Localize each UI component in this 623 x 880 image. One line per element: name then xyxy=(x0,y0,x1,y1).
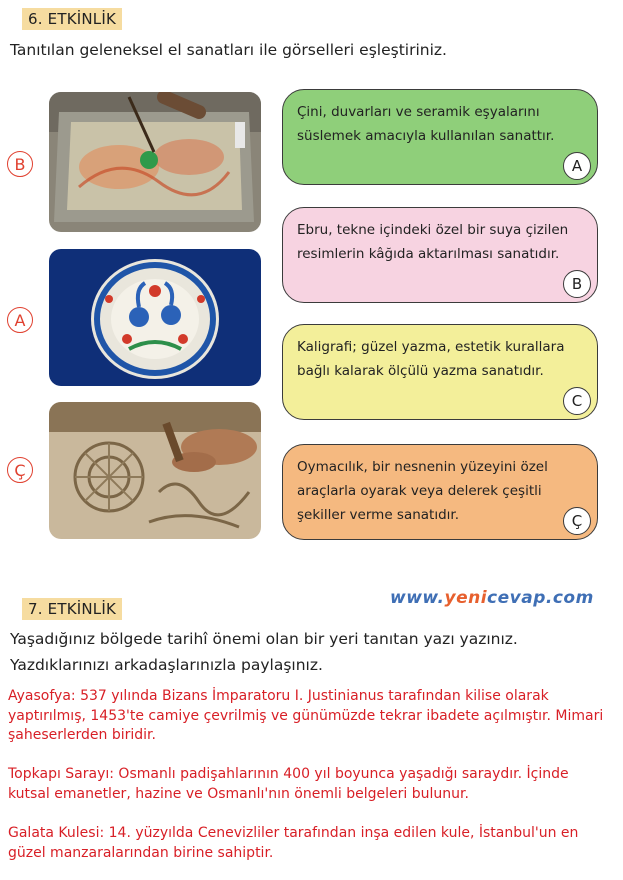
card-kaligrafi xyxy=(282,324,598,420)
answer-ayasofya: Ayasofya: 537 yılında Bizans İmparatoru I. Justinianus tarafından kilise olarak yaptırılmış, 1453'te camiye çevrilmiş ve günümüzde tekrar ibadete açılmıştır. Mimari şaheserlerden biridir. xyxy=(8,688,604,743)
oymacilik-photo xyxy=(49,402,261,539)
cini-photo xyxy=(49,249,261,386)
ebru-answer-circle[interactable] xyxy=(7,151,33,177)
card-kaligrafi-text: Kaligrafi; güzel yazma, estetik kurallara bağlı kalarak ölçülü yazma sanatıdır. xyxy=(297,339,565,379)
card-kaligrafi-letter: C xyxy=(563,387,591,415)
activity6-instruction: Tanıtılan geleneksel el sanatları ile görselleri eşleştiriniz. xyxy=(10,41,447,59)
card-oymacilik-text: Oymacılık, bir nesnenin yüzeyini özel araçlarla oyarak veya delerek çeşitli şekiller verme sanatıdır. xyxy=(297,459,548,523)
card-cini xyxy=(282,89,598,185)
oymacilik-answer: Ç xyxy=(14,460,26,480)
answer-galata: Galata Kulesi: 14. yüzyılda Cenevizliler tarafından inşa edilen kule, İstanbul'un en güzel manzaralarından birine sahiptir. xyxy=(8,825,579,861)
watermark-part2: yeni xyxy=(444,588,488,608)
card-ebru-letter: B xyxy=(563,270,591,298)
answer-topkapi: Topkapı Sarayı: Osmanlı padişahlarının 400 yıl boyunca yaşadığı saraydır. İçinde kutsal emanetler, hazine ve Osmanlı'nın önemli belgeleri bulunur. xyxy=(8,766,569,802)
watermark-part1: www. xyxy=(390,588,445,608)
cini-answer: A xyxy=(14,310,26,330)
cini-answer-circle[interactable] xyxy=(7,307,33,333)
oymacilik-answer-circle[interactable] xyxy=(7,457,33,483)
card-ebru xyxy=(282,207,598,303)
ebru-answer: B xyxy=(14,154,26,174)
card-cini-letter: A xyxy=(563,152,591,180)
activity7-instruction: Yaşadığınız bölgede tarihî önemi olan bir yeri tanıtan yazı yazınız. Yazdıklarınızı arkadaşlarınızla paylaşınız. xyxy=(10,630,518,674)
watermark-part4: .com xyxy=(545,588,594,608)
activity6-heading: 6. ETKİNLİK xyxy=(22,8,122,30)
ebru-photo xyxy=(49,92,261,232)
activity7-heading: 7. ETKİNLİK xyxy=(22,598,122,620)
watermark xyxy=(390,588,594,608)
watermark-part3: cevap xyxy=(487,588,546,608)
card-ebru-text: Ebru, tekne içindeki özel bir suya çizilen resimlerin kâğıda aktarılması sanatıdır. xyxy=(297,222,569,262)
card-cini-text: Çini, duvarları ve seramik eşyalarını süslemek amacıyla kullanılan sanattır. xyxy=(297,104,555,144)
card-oymacilik-letter: Ç xyxy=(563,507,591,535)
card-oymacilik xyxy=(282,444,598,540)
